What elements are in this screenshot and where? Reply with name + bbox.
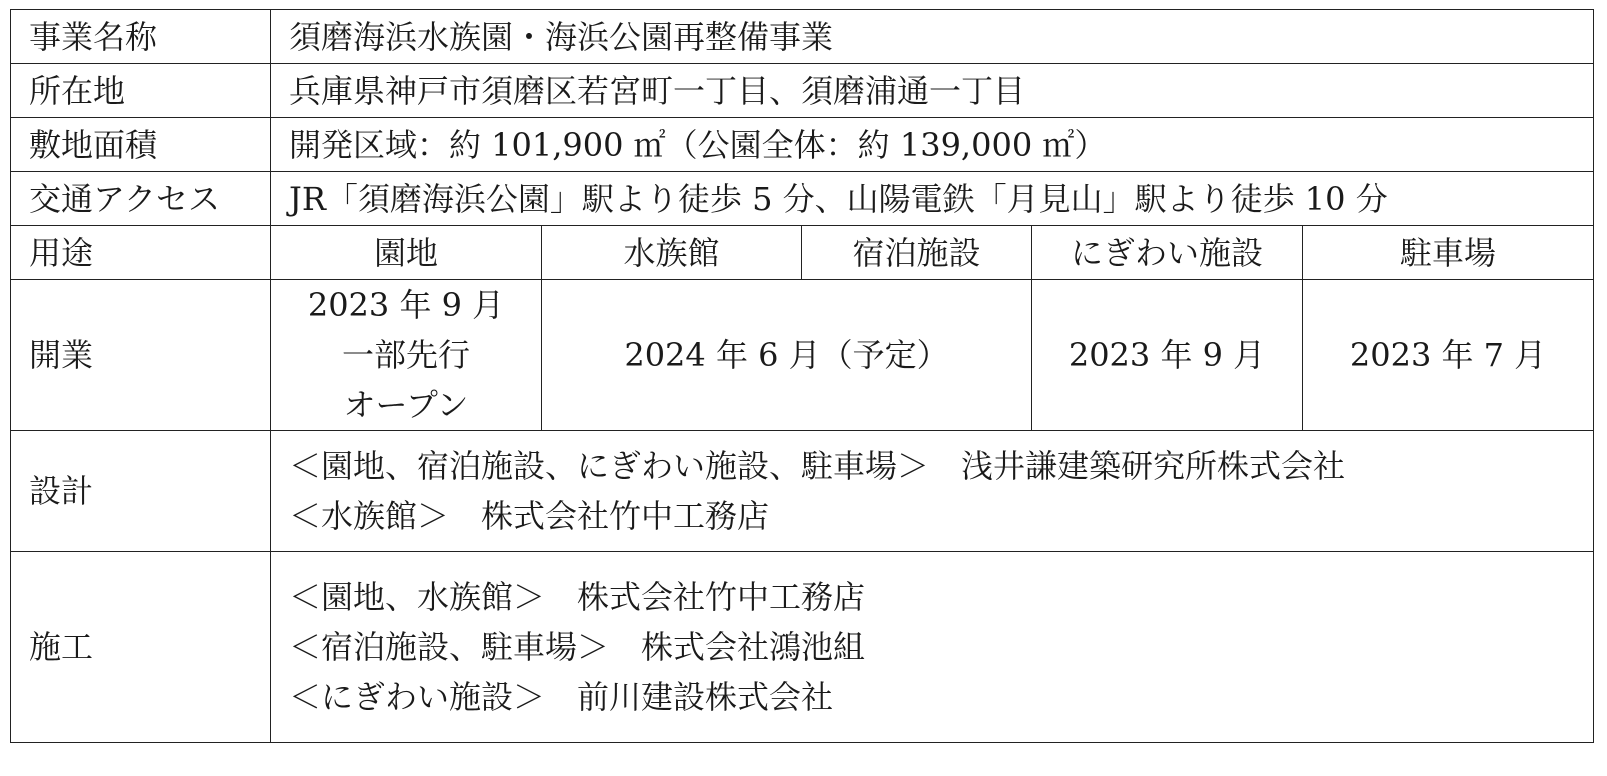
construction-line-2: ＜宿泊施設、駐車場＞ 株式会社鴻池組 bbox=[289, 628, 866, 666]
row-location bbox=[11, 64, 1594, 118]
opening-park-line-1: 2023 年 9 月 bbox=[307, 286, 505, 324]
opening-aquarium-hotel: 2024 年 6 月（予定） bbox=[542, 280, 1032, 431]
usage-facility: にぎわい施設 bbox=[1032, 226, 1303, 280]
opening-parking: 2023 年 7 月 bbox=[1303, 280, 1594, 431]
label-project-name: 事業名称 bbox=[11, 10, 271, 64]
row-usage bbox=[11, 226, 1594, 280]
value-location: 兵庫県神戸市須磨区若宮町一丁目、須磨浦通一丁目 bbox=[271, 64, 1594, 118]
opening-facility: 2023 年 9 月 bbox=[1032, 280, 1303, 431]
label-opening: 開業 bbox=[11, 280, 271, 431]
opening-park bbox=[271, 280, 542, 431]
construction-line-3: ＜にぎわい施設＞ 前川建設株式会社 bbox=[289, 678, 834, 716]
label-usage: 用途 bbox=[11, 226, 271, 280]
usage-parking: 駐車場 bbox=[1303, 226, 1594, 280]
value-site-area: 開発区域：約 101,900 ㎡（公園全体：約 139,000 ㎡） bbox=[271, 118, 1594, 172]
value-design bbox=[271, 431, 1594, 552]
usage-aquarium: 水族館 bbox=[542, 226, 802, 280]
project-info-table bbox=[10, 9, 1594, 743]
label-access: 交通アクセス bbox=[11, 172, 271, 226]
row-project-name bbox=[11, 10, 1594, 64]
label-location: 所在地 bbox=[11, 64, 271, 118]
value-project-name: 須磨海浜水族園・海浜公園再整備事業 bbox=[271, 10, 1594, 64]
usage-park: 園地 bbox=[271, 226, 542, 280]
row-site-area bbox=[11, 118, 1594, 172]
label-site-area: 敷地面積 bbox=[11, 118, 271, 172]
usage-hotel: 宿泊施設 bbox=[802, 226, 1032, 280]
label-design: 設計 bbox=[11, 431, 271, 552]
design-line-1: ＜園地、宿泊施設、にぎわい施設、駐車場＞ 浅井謙建築研究所株式会社 bbox=[289, 447, 1346, 485]
row-access bbox=[11, 172, 1594, 226]
value-access: JR「須磨海浜公園」駅より徒歩 5 分、山陽電鉄「月見山」駅より徒歩 10 分 bbox=[271, 172, 1594, 226]
label-construction: 施工 bbox=[11, 552, 271, 743]
row-design bbox=[11, 431, 1594, 552]
row-construction bbox=[11, 552, 1594, 743]
construction-line-1: ＜園地、水族館＞ 株式会社竹中工務店 bbox=[289, 578, 866, 616]
row-opening bbox=[11, 280, 1594, 431]
design-line-2: ＜水族館＞ 株式会社竹中工務店 bbox=[289, 497, 770, 535]
value-construction bbox=[271, 552, 1594, 743]
opening-park-line-3: オープン bbox=[343, 386, 469, 424]
opening-park-line-2: 一部先行 bbox=[341, 336, 470, 374]
